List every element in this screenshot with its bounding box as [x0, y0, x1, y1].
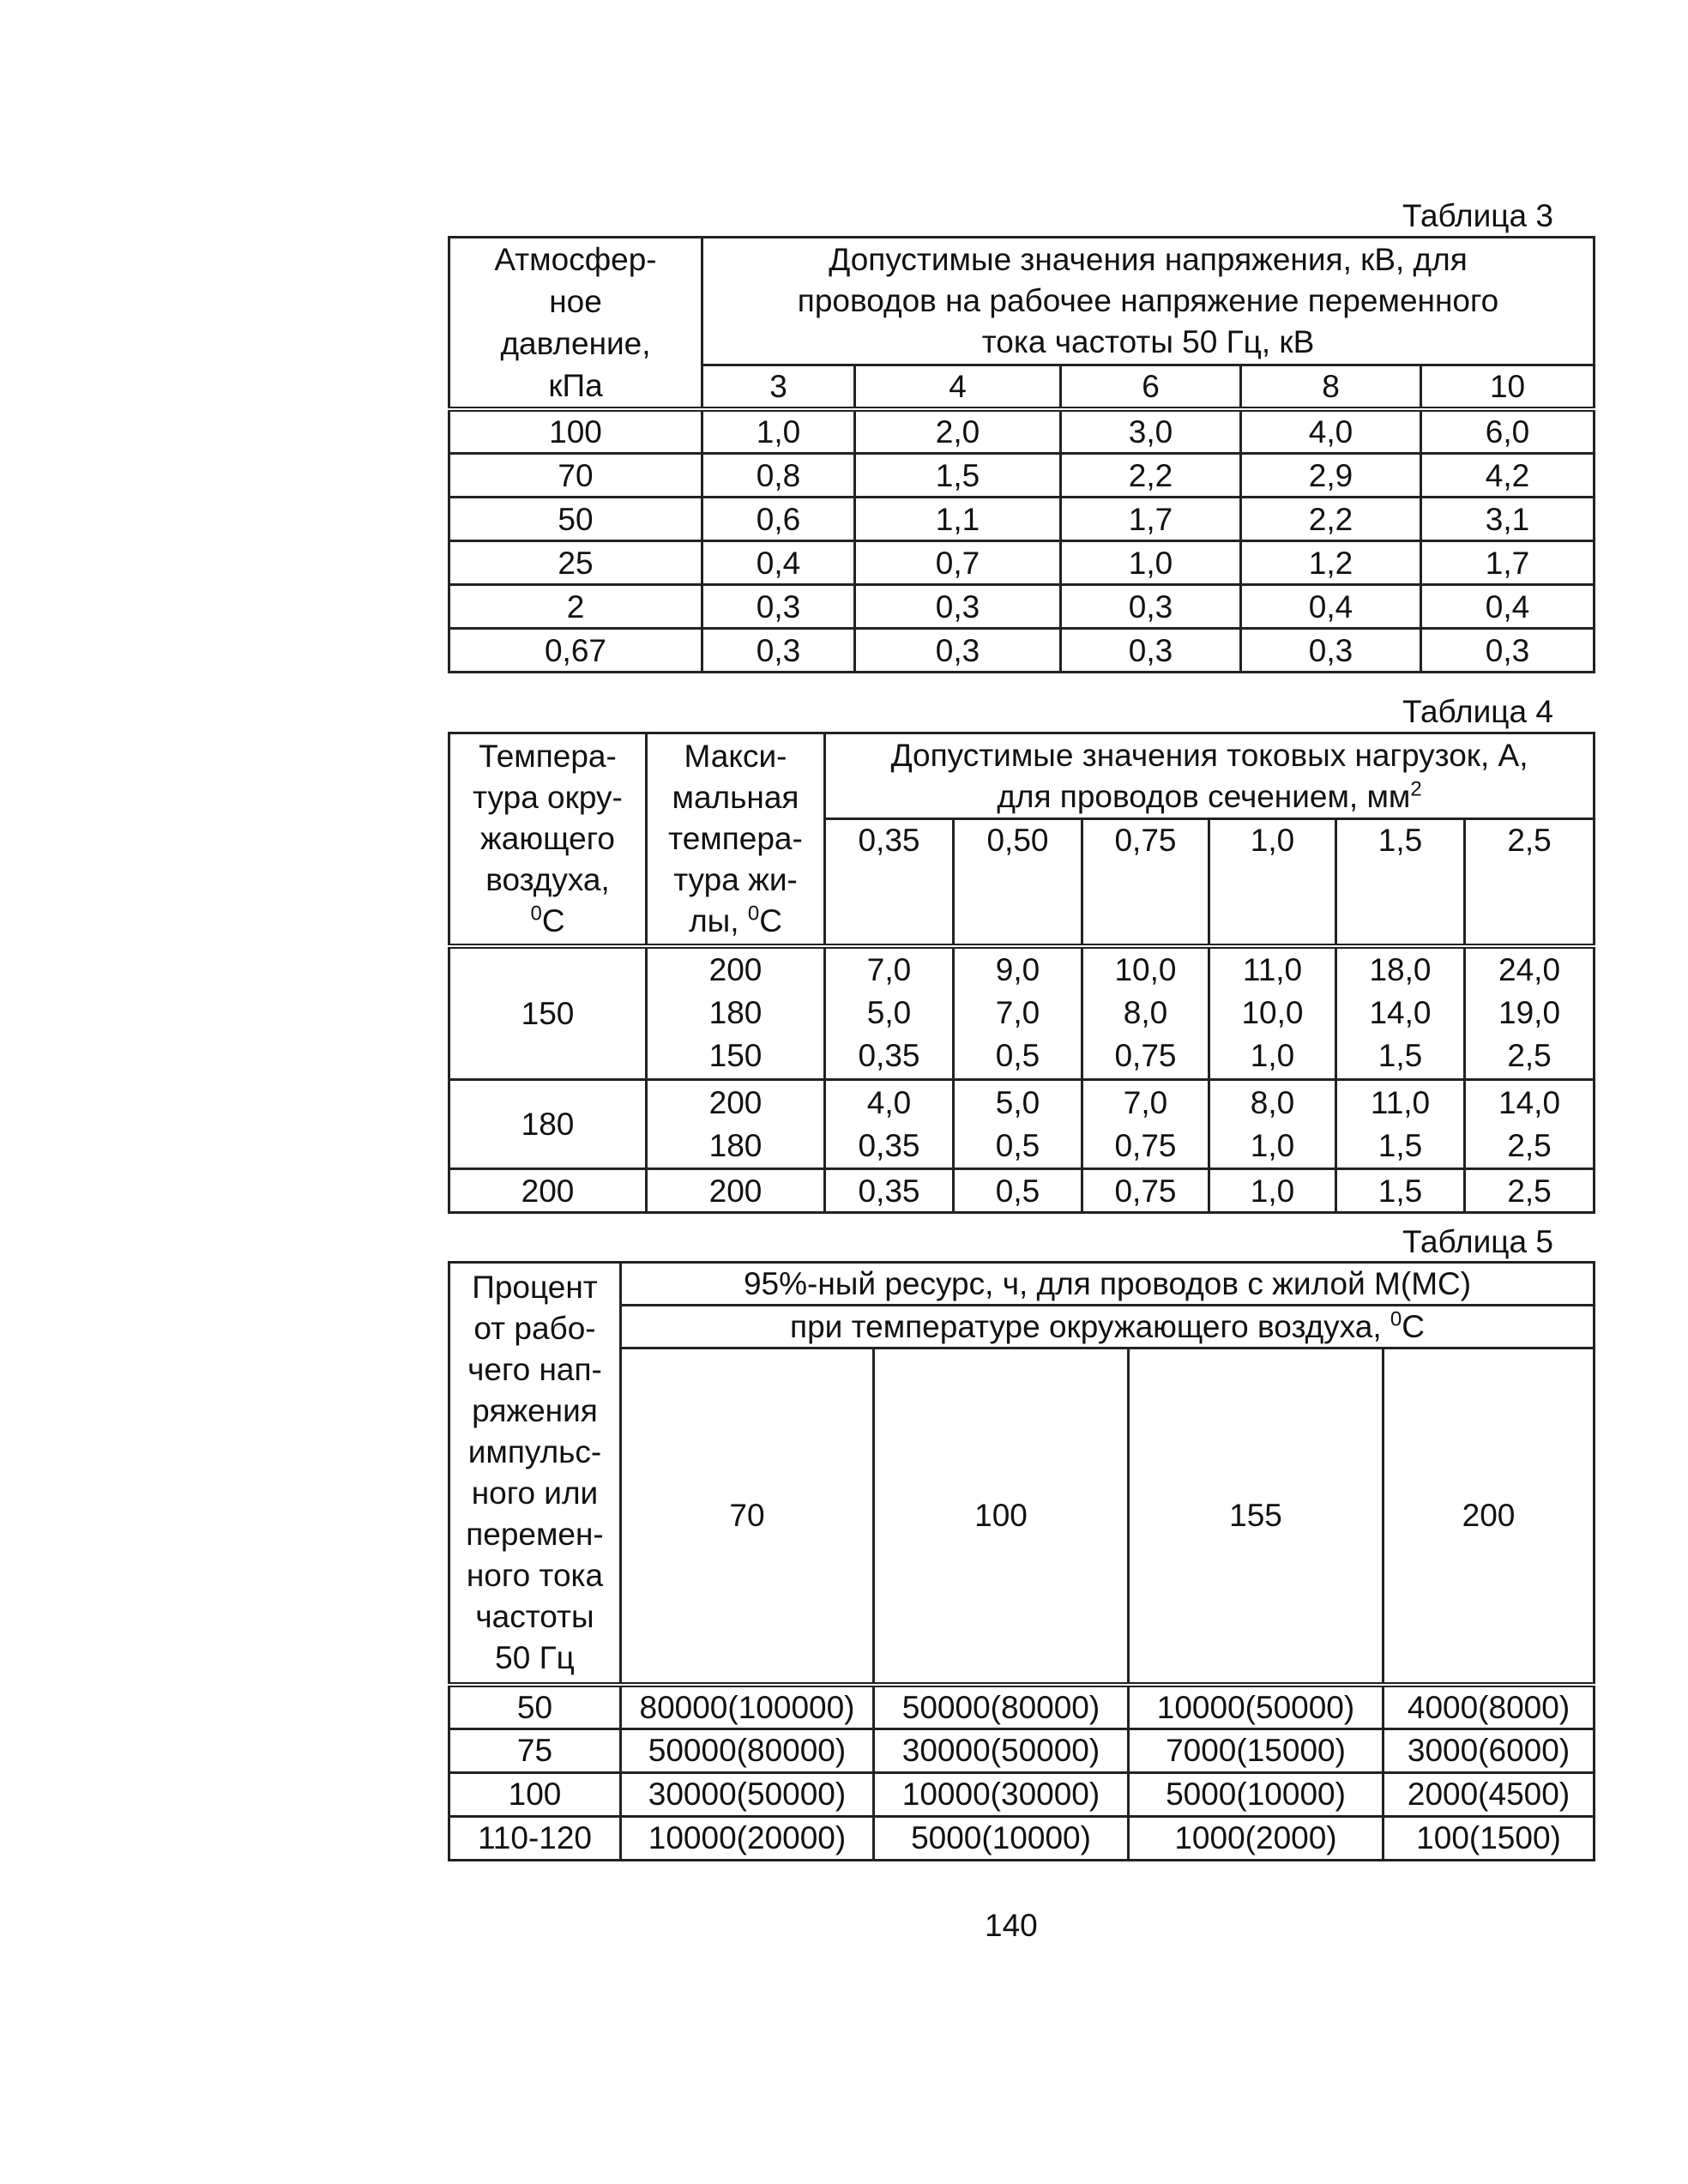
table3-pressure-cell: 25 [449, 541, 702, 585]
table5-value-cell: 5000(10000) [874, 1816, 1129, 1860]
table4-value-cell: 10,0 8,0 0,75 [1082, 946, 1209, 1080]
table3-value-cell: 0,3 [855, 629, 1061, 673]
table5-caption: Таблица 5 [1402, 1224, 1553, 1259]
table3 [448, 236, 1595, 673]
table3-col-voltage: 10 [1421, 365, 1595, 409]
table5-value-cell: 10000(30000) [874, 1772, 1129, 1816]
table5-value-cell: 10000(50000) [1129, 1685, 1384, 1729]
table5-value-cell: 7000(15000) [1129, 1728, 1384, 1772]
table3-header-pressure: Атмосфер- ное давление, кПа [449, 238, 702, 410]
table5-value-cell: 2000(4500) [1384, 1772, 1595, 1816]
table3-col-voltage: 3 [702, 365, 855, 409]
table5-header-percent: Процент от рабо- чего нап- ряжения импульс- ного или перемен- ного тока частоты 50 Гц [449, 1263, 621, 1685]
table4-value-cell: 11,0 1,5 [1336, 1080, 1465, 1169]
table4-header-max-temp: Макси- мальная темпера- тура жи- лы, $^0$С [647, 733, 825, 946]
table5-col-temperature: 70 [621, 1348, 874, 1685]
table3-value-cell: 0,4 [1421, 585, 1595, 629]
table4-value-cell: 18,0 14,0 1,5 [1336, 946, 1465, 1080]
table3-value-cell: 4,2 [1421, 454, 1595, 498]
table4-header-ambient-temp: Темпера- тура окру- жающего воздуха, $^0$С [449, 733, 647, 946]
table3-value-cell: 1,7 [1061, 498, 1241, 541]
table4-max-cell: 200 [647, 1169, 825, 1213]
table5-value-cell: 10000(20000) [621, 1816, 874, 1860]
table-row [449, 409, 1595, 454]
table5-percent-cell: 110-120 [449, 1816, 621, 1860]
table3-pressure-cell: 0,67 [449, 629, 702, 673]
table5-value-cell: 3000(6000) [1384, 1728, 1595, 1772]
table3-value-cell: 3,1 [1421, 498, 1595, 541]
table4-col-section: 1,5 [1336, 819, 1465, 946]
table3-value-cell: 0,3 [1061, 629, 1241, 673]
table4-col-section: 2,5 [1465, 819, 1595, 946]
table3-col-voltage: 6 [1061, 365, 1241, 409]
table3-value-cell: 1,7 [1421, 541, 1595, 585]
table3-value-cell: 0,8 [702, 454, 855, 498]
table4-value-cell: 7,0 0,75 [1082, 1080, 1209, 1169]
table4-value-cell: 14,0 2,5 [1465, 1080, 1595, 1169]
table3-value-cell: 0,3 [1061, 585, 1241, 629]
table3-value-cell: 0,4 [1241, 585, 1421, 629]
table3-value-cell: 0,3 [1421, 629, 1595, 673]
table4-value-cell: 8,0 1,0 [1209, 1080, 1336, 1169]
table3-value-cell: 0,4 [702, 541, 855, 585]
table4-value-cell: 2,5 [1465, 1169, 1595, 1213]
table4-value-cell: 4,0 0,35 [825, 1080, 954, 1169]
table4-col-section: 0,35 [825, 819, 954, 946]
table5-col-temperature: 100 [874, 1348, 1129, 1685]
table3-value-cell: 0,3 [702, 585, 855, 629]
table-row [449, 541, 1595, 585]
table-row [449, 946, 1595, 1080]
table4-value-cell: 0,35 [825, 1169, 954, 1213]
table5-value-cell: 100(1500) [1384, 1816, 1595, 1860]
table5-value-cell: 50000(80000) [874, 1685, 1129, 1729]
table3-value-cell: 0,6 [702, 498, 855, 541]
table4-value-cell: 1,0 [1209, 1169, 1336, 1213]
table4-value-cell: 7,0 5,0 0,35 [825, 946, 954, 1080]
table4-col-section: 0,50 [954, 819, 1082, 946]
table3-pressure-cell: 100 [449, 409, 702, 454]
table3-value-cell: 0,3 [1241, 629, 1421, 673]
table3-value-cell: 1,5 [855, 454, 1061, 498]
table-row [449, 1816, 1595, 1860]
table5-col-temperature: 155 [1129, 1348, 1384, 1685]
table3-value-cell: 0,3 [855, 585, 1061, 629]
table4-value-cell: 9,0 7,0 0,5 [954, 946, 1082, 1080]
table5-value-cell: 30000(50000) [874, 1728, 1129, 1772]
table3-value-cell: 2,9 [1241, 454, 1421, 498]
table5-percent-cell: 50 [449, 1685, 621, 1729]
table4-max-cell: 200 180 [647, 1080, 825, 1169]
table-row [449, 1080, 1595, 1169]
table3-value-cell: 0,3 [702, 629, 855, 673]
table3-value-cell: 4,0 [1241, 409, 1421, 454]
table5-value-cell: 5000(10000) [1129, 1772, 1384, 1816]
table4-ambient-cell: 200 [449, 1169, 647, 1213]
table5-percent-cell: 100 [449, 1772, 621, 1816]
table-row [449, 1685, 1595, 1729]
table-row [449, 1728, 1595, 1772]
table-row [449, 1772, 1595, 1816]
table-row [449, 454, 1595, 498]
table5-header-ambient-temp: при температуре окружающего воздуха, $^0$С [621, 1306, 1595, 1348]
table4-caption: Таблица 4 [1402, 694, 1553, 729]
table4-header-load-group: Допустимые значения токовых нагрузок, А, для проводов сечением, $мм^2$ [825, 733, 1595, 819]
table-row [449, 629, 1595, 673]
table3-pressure-cell: 50 [449, 498, 702, 541]
table3-pressure-cell: 70 [449, 454, 702, 498]
table5-value-cell: 80000(100000) [621, 1685, 874, 1729]
table3-value-cell: 0,7 [855, 541, 1061, 585]
table5-percent-cell: 75 [449, 1728, 621, 1772]
table3-value-cell: 1,2 [1241, 541, 1421, 585]
page-number: 140 [985, 1908, 1038, 1943]
table-row [449, 1169, 1595, 1213]
table3-col-voltage: 4 [855, 365, 1061, 409]
table4-value-cell: 1,5 [1336, 1169, 1465, 1213]
table5-col-temperature: 200 [1384, 1348, 1595, 1685]
table3-pressure-cell: 2 [449, 585, 702, 629]
table3-value-cell: 3,0 [1061, 409, 1241, 454]
table3-value-cell: 1,1 [855, 498, 1061, 541]
table3-caption: Таблица 3 [1402, 198, 1553, 233]
table3-value-cell: 1,0 [702, 409, 855, 454]
table5-value-cell: 4000(8000) [1384, 1685, 1595, 1729]
table-row [449, 585, 1595, 629]
table3-value-cell: 2,2 [1061, 454, 1241, 498]
table4-value-cell: 11,0 10,0 1,0 [1209, 946, 1336, 1080]
table4-ambient-cell: 150 [449, 946, 647, 1080]
table4-value-cell: 5,0 0,5 [954, 1080, 1082, 1169]
table4-value-cell: 24,0 19,0 2,5 [1465, 946, 1595, 1080]
table4-col-section: 0,75 [1082, 819, 1209, 946]
table4-col-section: 1,0 [1209, 819, 1336, 946]
table4-max-cell: 200 180 150 [647, 946, 825, 1080]
table5-value-cell: 50000(80000) [621, 1728, 874, 1772]
table4-value-cell: 0,75 [1082, 1169, 1209, 1213]
table5-header-resource: 95%-ный ресурс, ч, для проводов с жилой М(МС) [621, 1263, 1595, 1306]
table-row [449, 498, 1595, 541]
table4 [448, 732, 1595, 1214]
table3-value-cell: 2,2 [1241, 498, 1421, 541]
table3-col-voltage: 8 [1241, 365, 1421, 409]
table3-value-cell: 6,0 [1421, 409, 1595, 454]
table4-value-cell: 0,5 [954, 1169, 1082, 1213]
table5 [448, 1261, 1595, 1861]
table5-value-cell: 1000(2000) [1129, 1816, 1384, 1860]
table3-value-cell: 1,0 [1061, 541, 1241, 585]
table3-header-voltage-group: Допустимые значения напряжения, кВ, для проводов на рабочее напряжение переменного тока частоты 50 Гц, кВ [702, 238, 1595, 365]
table5-value-cell: 30000(50000) [621, 1772, 874, 1816]
table3-value-cell: 2,0 [855, 409, 1061, 454]
table4-ambient-cell: 180 [449, 1080, 647, 1169]
